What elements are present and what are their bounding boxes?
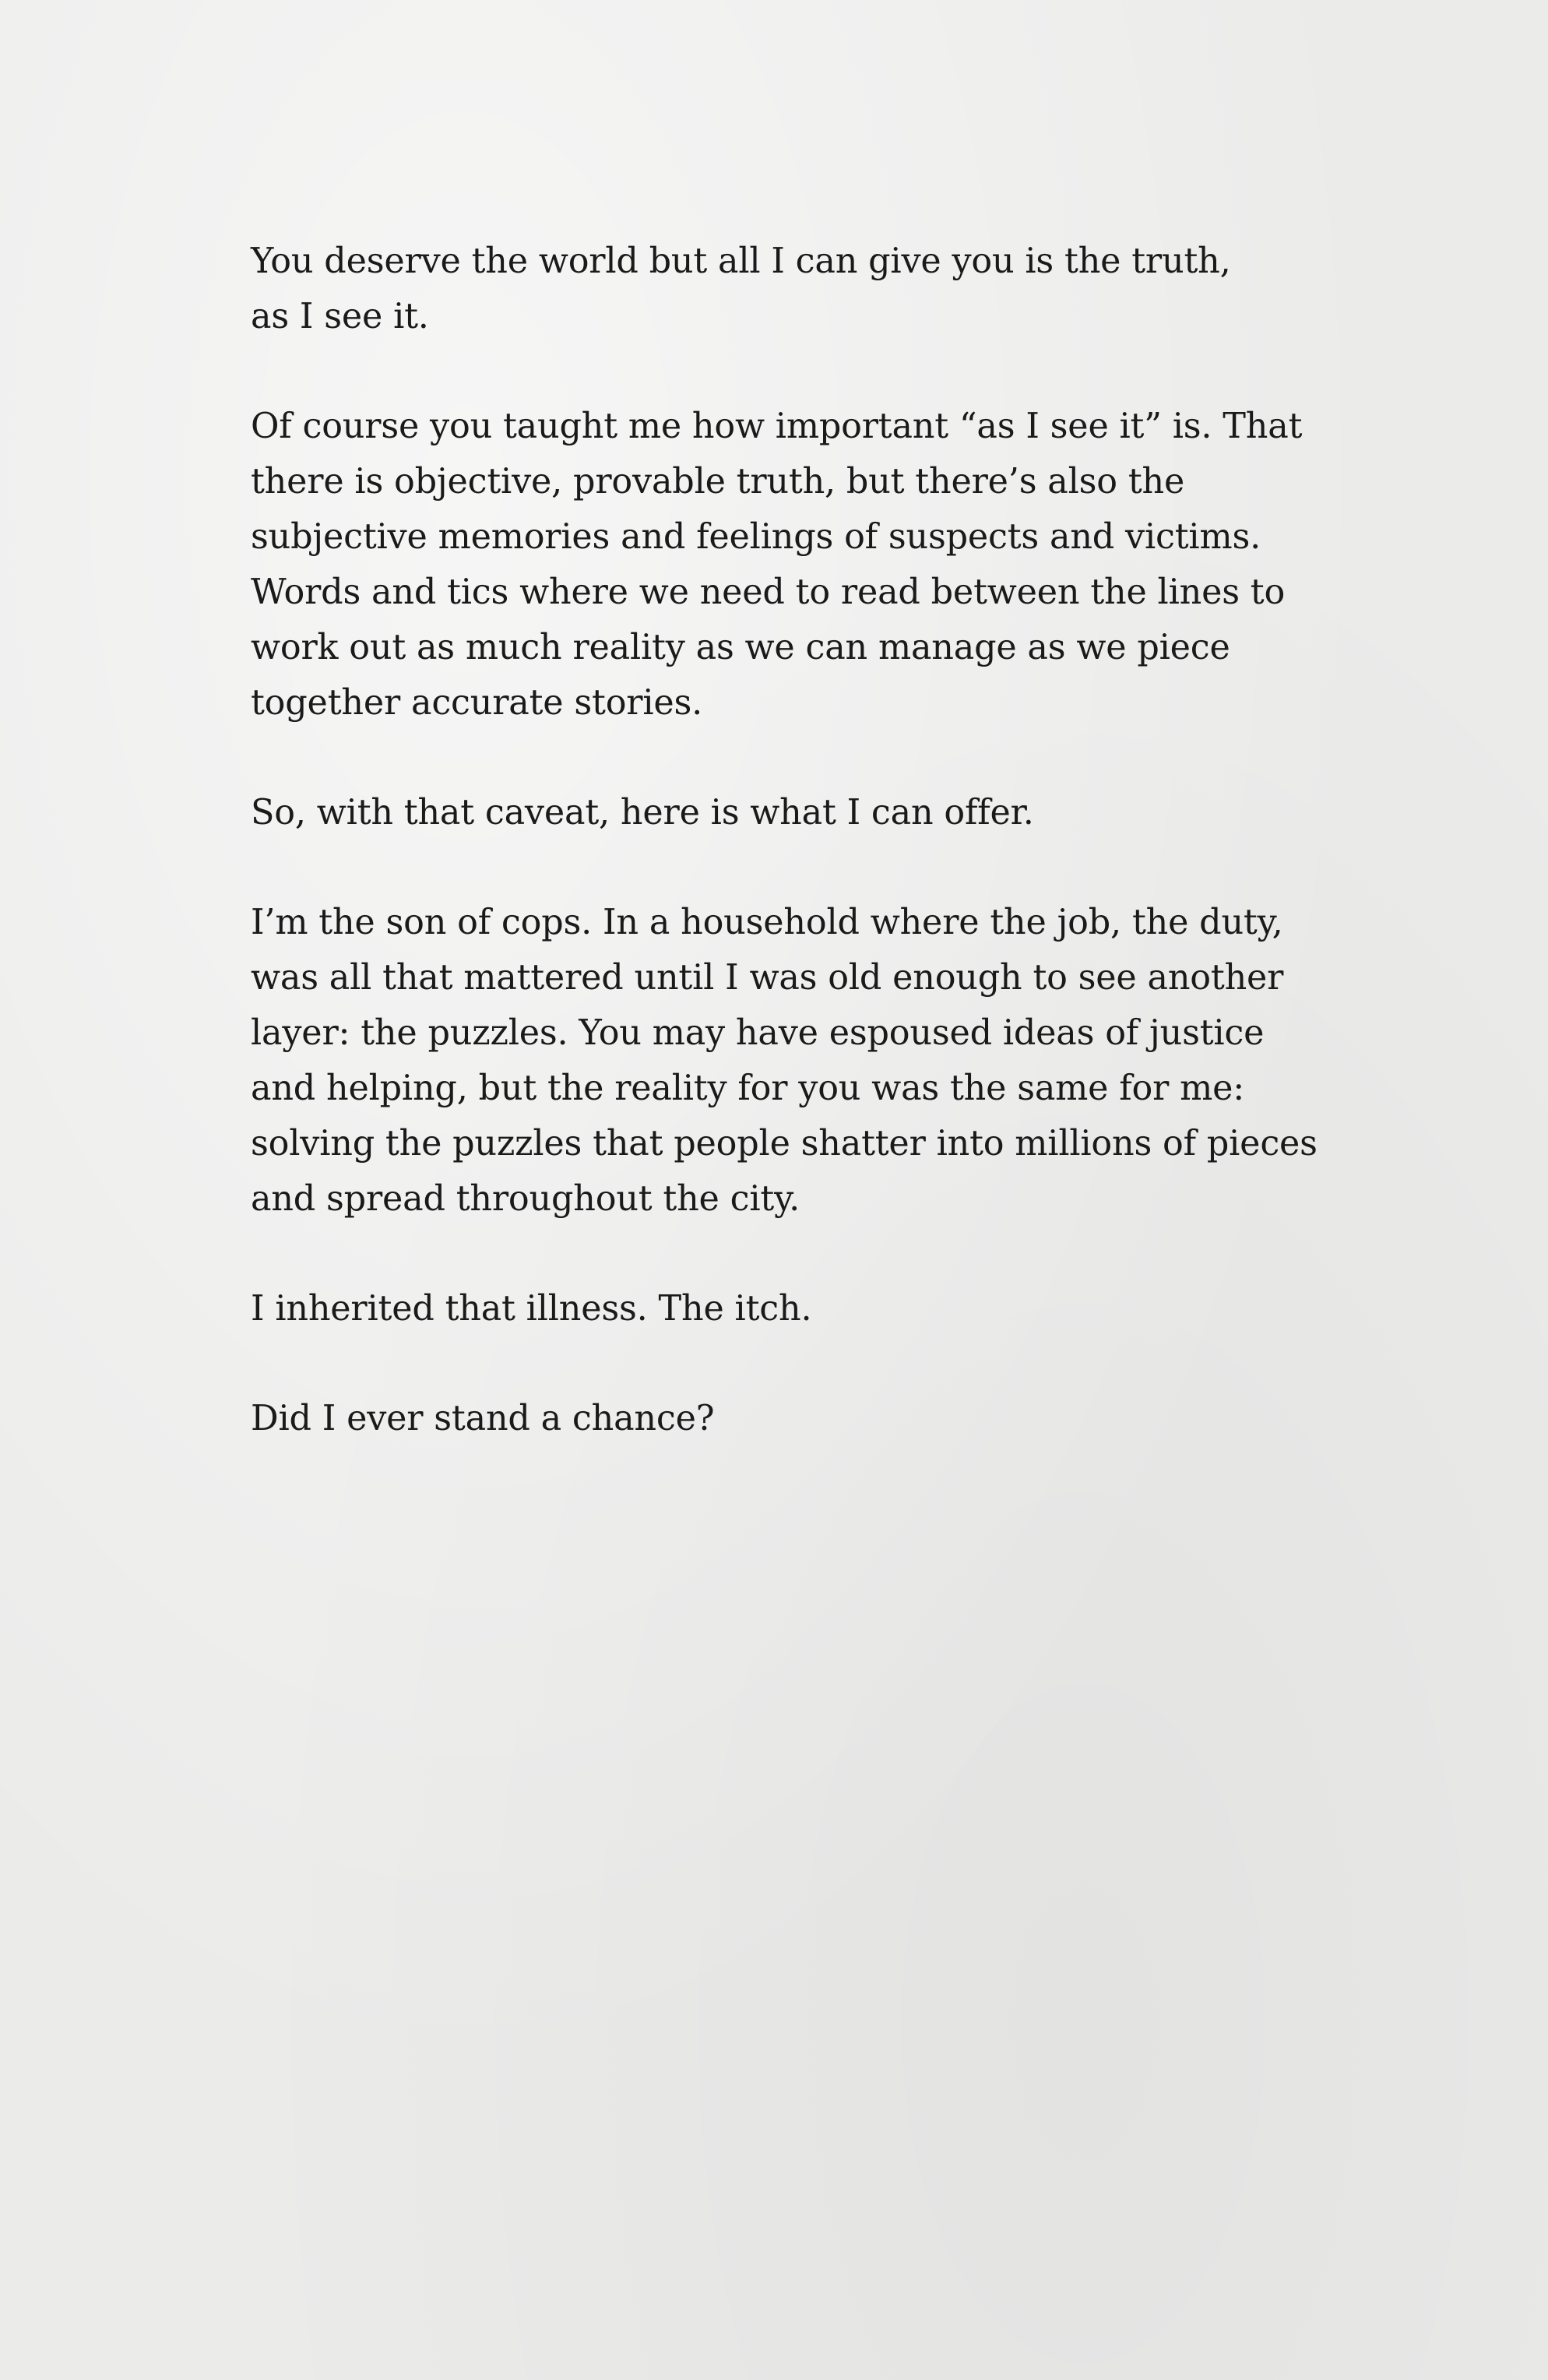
text-line: subjective memories and feelings of suspects and victims. [251, 517, 1261, 557]
text-line: I’m the son of cops. In a household where the job, the duty, [251, 903, 1283, 942]
paragraph-1 [251, 234, 1380, 344]
text-line: solving the puzzles that people shatter into millions of pieces [251, 1124, 1318, 1164]
text-line: was all that mattered until I was old enough to see another [251, 958, 1284, 998]
text-line: Words and tics where we need to read between the lines to [251, 572, 1286, 612]
text-line: You deserve the world but all I can give you is the truth, [251, 241, 1231, 281]
text-line: and helping, but the reality for you was the same for me: [251, 1069, 1245, 1108]
paragraph-3 [251, 785, 1380, 840]
text-line: as I see it. [251, 297, 429, 336]
paragraph-5 [251, 1281, 1380, 1336]
letter-body [251, 234, 1380, 1501]
text-line: layer: the puzzles. You may have espoused ideas of justice [251, 1013, 1265, 1053]
text-line: there is objective, provable truth, but there’s also the [251, 462, 1185, 502]
text-line: So, with that caveat, here is what I can offer. [251, 793, 1034, 833]
text-line: work out as much reality as we can manage as we piece [251, 628, 1230, 667]
text-line: I inherited that illness. The itch. [251, 1289, 812, 1329]
text-line: together accurate stories. [251, 683, 703, 723]
paragraph-6 [251, 1391, 1380, 1446]
text-line: Did I ever stand a chance? [251, 1399, 715, 1438]
paragraph-4 [251, 895, 1380, 1227]
text-line: Of course you taught me how important “as I see it” is. That [251, 407, 1303, 446]
text-line: and spread throughout the city. [251, 1179, 800, 1219]
paragraph-2 [251, 399, 1380, 731]
